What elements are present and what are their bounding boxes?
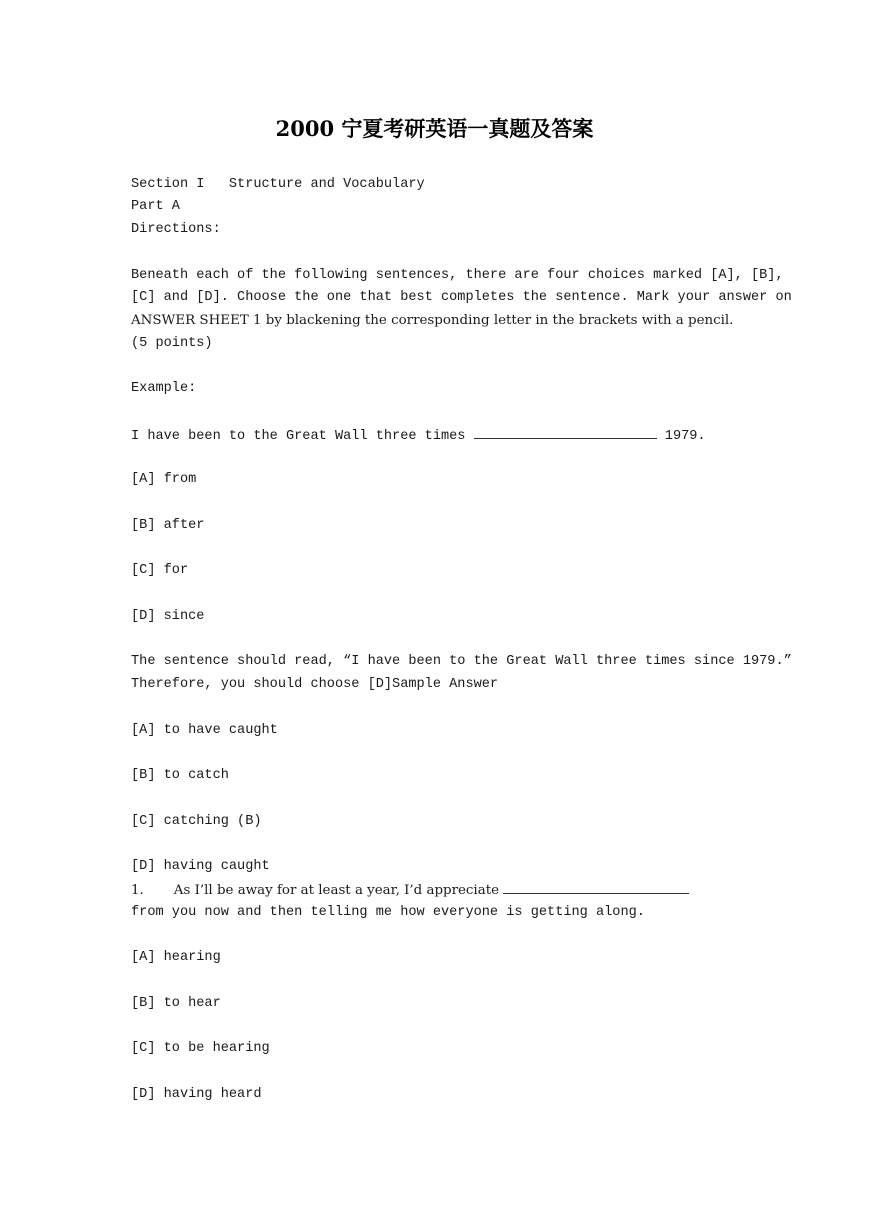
directions-label: Directions:: [131, 222, 221, 237]
question-1-continuation: from you now and then telling me how everyone is getting along.: [131, 905, 645, 920]
sample-option-a: [A] to have caught: [131, 723, 278, 738]
explanation-line-2: Therefore, you should choose [D]Sample Answer: [131, 677, 499, 692]
example-sentence-text: I have been to the Great Wall three times: [131, 429, 474, 444]
question-1-option-a: [A] hearing: [131, 950, 221, 965]
directions-line-3: ANSWER SHEET 1 by blackening the corresponding letter in the brackets with a pencil.: [131, 313, 734, 328]
example-option-a: [A] from: [131, 472, 197, 487]
directions-line-4: (5 points): [131, 336, 213, 351]
answer-blank: [474, 424, 657, 439]
explanation-line-1: The sentence should read, “I have been to the Great Wall three times since 1979.”: [131, 654, 792, 669]
question-1: [131, 879, 689, 902]
sample-option-d: [D] having caught: [131, 859, 270, 874]
question-1-text: As I’ll be away for at least a year, I’d appreciate: [173, 883, 504, 898]
part-label: Part A: [131, 199, 180, 214]
example-label: Example:: [131, 381, 197, 396]
example-sentence-end: 1979.: [656, 429, 706, 444]
directions-line-2: [C] and [D]. Choose the one that best completes the sentence. Mark your answer on: [131, 290, 792, 305]
example-option-b: [B] after: [131, 518, 205, 533]
question-1-option-d: [D] having heard: [131, 1087, 262, 1102]
question-1-option-b: [B] to hear: [131, 996, 221, 1011]
section-heading: Section I Structure and Vocabulary: [131, 177, 425, 192]
sample-option-b: [B] to catch: [131, 768, 229, 783]
example-sentence: [131, 424, 706, 448]
document-title: 2000 宁夏考研英语一真题及答案: [275, 116, 594, 141]
example-option-d: [D] since: [131, 609, 205, 624]
directions-line-1: Beneath each of the following sentences, there are four choices marked [A], [B],: [131, 268, 784, 283]
answer-blank: [503, 879, 689, 894]
question-1-option-c: [C] to be hearing: [131, 1041, 270, 1056]
question-number: 1.: [131, 883, 144, 898]
example-option-c: [C] for: [131, 563, 189, 578]
sample-option-c: [C] catching (B): [131, 814, 262, 829]
